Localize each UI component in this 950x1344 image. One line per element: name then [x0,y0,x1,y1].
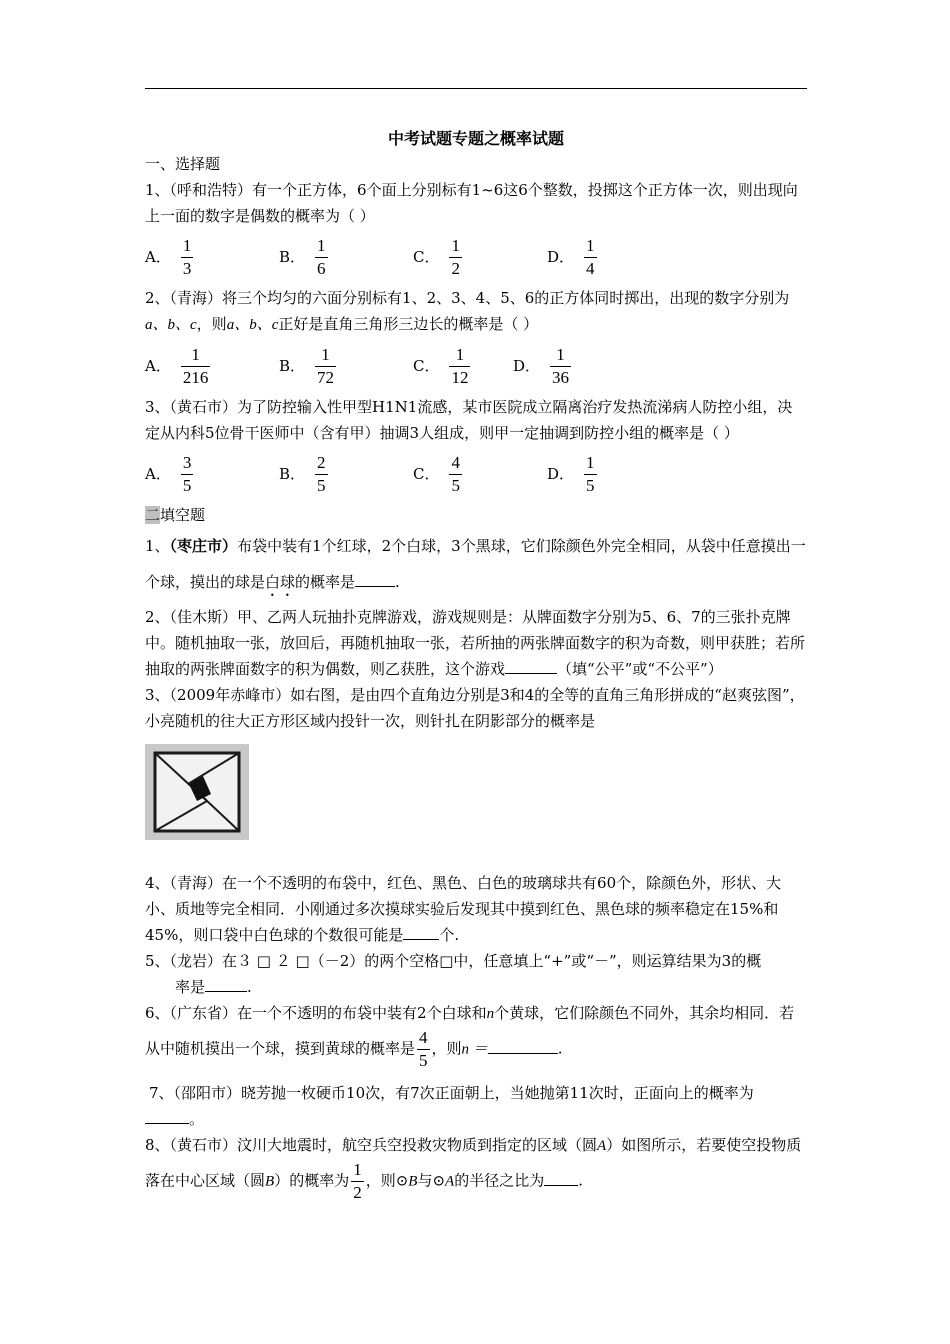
denominator: 2 [451,258,460,278]
option-d [547,235,599,280]
fraction [315,344,336,389]
fraction [550,344,571,389]
f6-text-3: ，则 [431,1039,462,1058]
f8-circle-b-2: B [408,1173,418,1190]
numerator: 1 [455,344,465,364]
denominator: 5 [317,475,326,495]
option-label: B． [279,465,306,483]
f4-text-1: 4、（青海）在一个不透明的布袋中，红色、黑色、白色的玻璃球共有60个，除颜色外，形状、大小、质地等完全相同．小刚通过多次摸球实验后发现其中摸到红色、黑色球的频率稳定在15%和45%，则口袋中白色球的个数很可能是 [145,874,782,944]
f7-text-1: 7、（邵阳市）晓芳抛一枚硬币10次，有7次正面朝上，当她抛第11次时，正面向上的概率为 [149,1084,754,1102]
f1-end: . [395,573,400,591]
q1-options [145,229,807,285]
section-number-highlight: 二 [145,506,161,524]
q2-text-2: ，则 [196,315,227,333]
fraction [315,452,328,497]
option-label: C． [413,357,440,375]
denominator: 3 [182,258,192,278]
q2-text-1: 2、（青海）将三个均匀的六面分别标有1、2、3、4、5、6的正方体同时掷出，出现的数字分别为 [145,289,790,307]
f8-text-2: ）如图所示，若要使空投物质落在中心区域（圆 [145,1136,802,1190]
f6-variable: n [486,1006,495,1022]
fraction [181,235,194,280]
fraction [449,235,462,280]
numerator: 1 [586,235,595,255]
section-heading-text: 填空题 [160,506,206,524]
option-label: D． [547,248,575,266]
f2-text-1: 2、（佳木斯）甲、乙两人玩抽扑克牌游戏，游戏规则是：从牌面数字分别为5、6、7的三张扑克牌中。随机抽取一张，放回后，再随机抽取一张，若所抽的两张牌面数字的积为奇数，则甲获胜；若所抽取的两张牌面数字的积为偶数，则乙获胜，这个游戏 [145,608,806,678]
option-a [145,235,279,280]
fill-question-2 [145,604,807,682]
fill-question-4 [145,870,807,948]
denominator: 2 [353,1183,362,1202]
f5-end: . [247,978,252,996]
option-label: D． [547,465,575,483]
fraction [584,235,597,280]
question-1: 1、（呼和浩特）有一个正方体，6个面上分别标有1~6这6个整数，投掷这个正方体一次，则出现向上一面的数字是偶数的概率为（ ） [145,181,798,225]
header-rule [145,88,807,89]
fill-question-6 [145,1000,807,1072]
denominator: 5 [451,475,460,495]
fraction [351,1159,364,1204]
numerator: 1 [451,235,460,255]
q3-options [145,446,807,502]
answer-blank[interactable] [205,975,247,992]
zhao-shuang-diagram [145,744,249,840]
f6-text-1: 6、（广东省）在一个不透明的布袋中装有2个白球和 [145,1004,487,1022]
f8-circle-a-2: A [445,1173,455,1190]
answer-blank[interactable] [145,1107,189,1124]
f8-text-1: 8、（黄石市）汶川大地震时，航空兵空投救灾物质到指定的区域（圆 [145,1136,598,1154]
answer-blank[interactable] [403,923,439,940]
numerator: 4 [419,1028,428,1047]
f8-text-3: ）的概率为 [274,1171,350,1190]
option-label: B． [279,357,306,375]
f8-end: . [578,1171,583,1190]
fraction [315,235,328,280]
f6-text-2: 个黄球，它们除颜色不同外，其余均相同．若从中随机摸出一个球，摸到黄球的概率是 [145,1004,795,1058]
denominator: 5 [182,475,192,495]
fraction [449,344,470,389]
denominator: 4 [586,258,595,278]
numerator: 1 [191,344,200,364]
option-b [279,344,413,389]
q2-variables: a、b、c [145,317,197,333]
fraction [181,452,194,497]
q2-variables-repeat: a、b、c [226,317,279,333]
f1-source: （枣庄市） [169,537,238,555]
option-d [513,344,573,389]
fill-question-3: 3、（2009年赤峰市）如右图，是由四个直角边分别是3和4的全等的直角三角形拼成的“赵爽弦图”，小亮随机的往大正方形区域内投针一次，则针扎在阴影部分的概率是 [145,686,805,730]
answer-blank[interactable] [355,570,395,587]
numerator: 2 [317,452,326,472]
fill-question-8 [145,1132,807,1204]
numerator: 1 [321,344,330,364]
page-title: 中考试题专题之概率试题 [387,129,564,148]
denominator: 12 [451,367,469,387]
numerator: 1 [317,235,326,255]
f1-text-1: 布袋中装有1个红球，2个白球，3个黑球，它们除颜色外完全相同，从袋中任意摸出一个球，摸出的球是 [145,537,806,591]
q2-text-3: 正好是直角三角形三边长的概率是（ ） [278,315,539,333]
question-2 [145,285,807,338]
f4-text-2: 个. [439,926,460,944]
option-label: C． [413,248,440,266]
option-label: A． [145,357,171,375]
answer-blank[interactable] [544,1169,578,1186]
fraction [181,344,211,389]
f8-circle-b: B [265,1173,275,1190]
option-a [145,452,279,497]
question-3: 3、（黄石市）为了防控输入性甲型H1N1流感，某市医院成立隔离治疗发热流涕病人防控小组，决定从内科5位骨干医师中（含有甲）抽调3人组成，则甲一定抽调到防控小组的概率是（ ） [145,398,793,442]
option-c [413,452,547,497]
denominator: 5 [586,475,595,495]
denominator: 36 [552,367,570,387]
f1-emphasis: 白球 [265,573,296,591]
section-heading-fill [145,502,807,528]
fill-question-5 [145,948,807,1000]
option-b [279,452,413,497]
f8-text-4: ，则⊙ [365,1171,409,1190]
f1-text-2: 的概率是 [295,573,356,591]
denominator: 6 [317,258,326,278]
denominator: 72 [317,367,335,387]
option-a [145,344,279,389]
option-label: A． [145,465,171,483]
denominator: 216 [182,367,209,387]
option-b [279,235,413,280]
numerator: 4 [451,452,460,472]
f7-end: 。 [189,1110,205,1128]
option-label: C． [413,465,440,483]
option-label: D． [513,357,541,375]
f2-text-2: （填“公平”或“不公平”） [557,660,723,678]
option-c [413,344,513,389]
denominator: 5 [419,1051,428,1070]
answer-blank[interactable] [505,657,557,674]
section-heading-choice: 一、选择题 [145,155,221,173]
fill-question-7 [145,1080,807,1132]
f1-prefix: 1、 [145,537,170,555]
option-c [413,235,547,280]
q2-options [145,338,807,394]
numerator: 1 [353,1160,362,1179]
f8-text-5: 与⊙ [417,1171,446,1190]
document-page [145,127,807,1204]
f8-text-6: 的半径之比为 [454,1171,545,1190]
option-label: B． [279,248,306,266]
f5-text-2: 率是 [175,978,206,996]
fraction [417,1027,430,1072]
fraction [449,452,462,497]
f5-text-1: 5、（龙岩）在３ □ ２ □（－2）的两个空格□中，任意填上“+”或“－”，则运算结果为3的概 [145,952,762,970]
option-label: A． [145,248,171,266]
answer-blank[interactable] [488,1037,558,1054]
numerator: 1 [556,344,565,364]
option-d [547,452,599,497]
numerator: 1 [586,452,595,472]
f8-circle-a: A [597,1138,607,1154]
f6-end: . [557,1039,563,1058]
numerator: 1 [182,235,192,255]
fill-question-1 [145,528,807,600]
fraction [584,452,597,497]
f6-equation: n ＝ [461,1041,488,1058]
numerator: 3 [182,452,192,472]
